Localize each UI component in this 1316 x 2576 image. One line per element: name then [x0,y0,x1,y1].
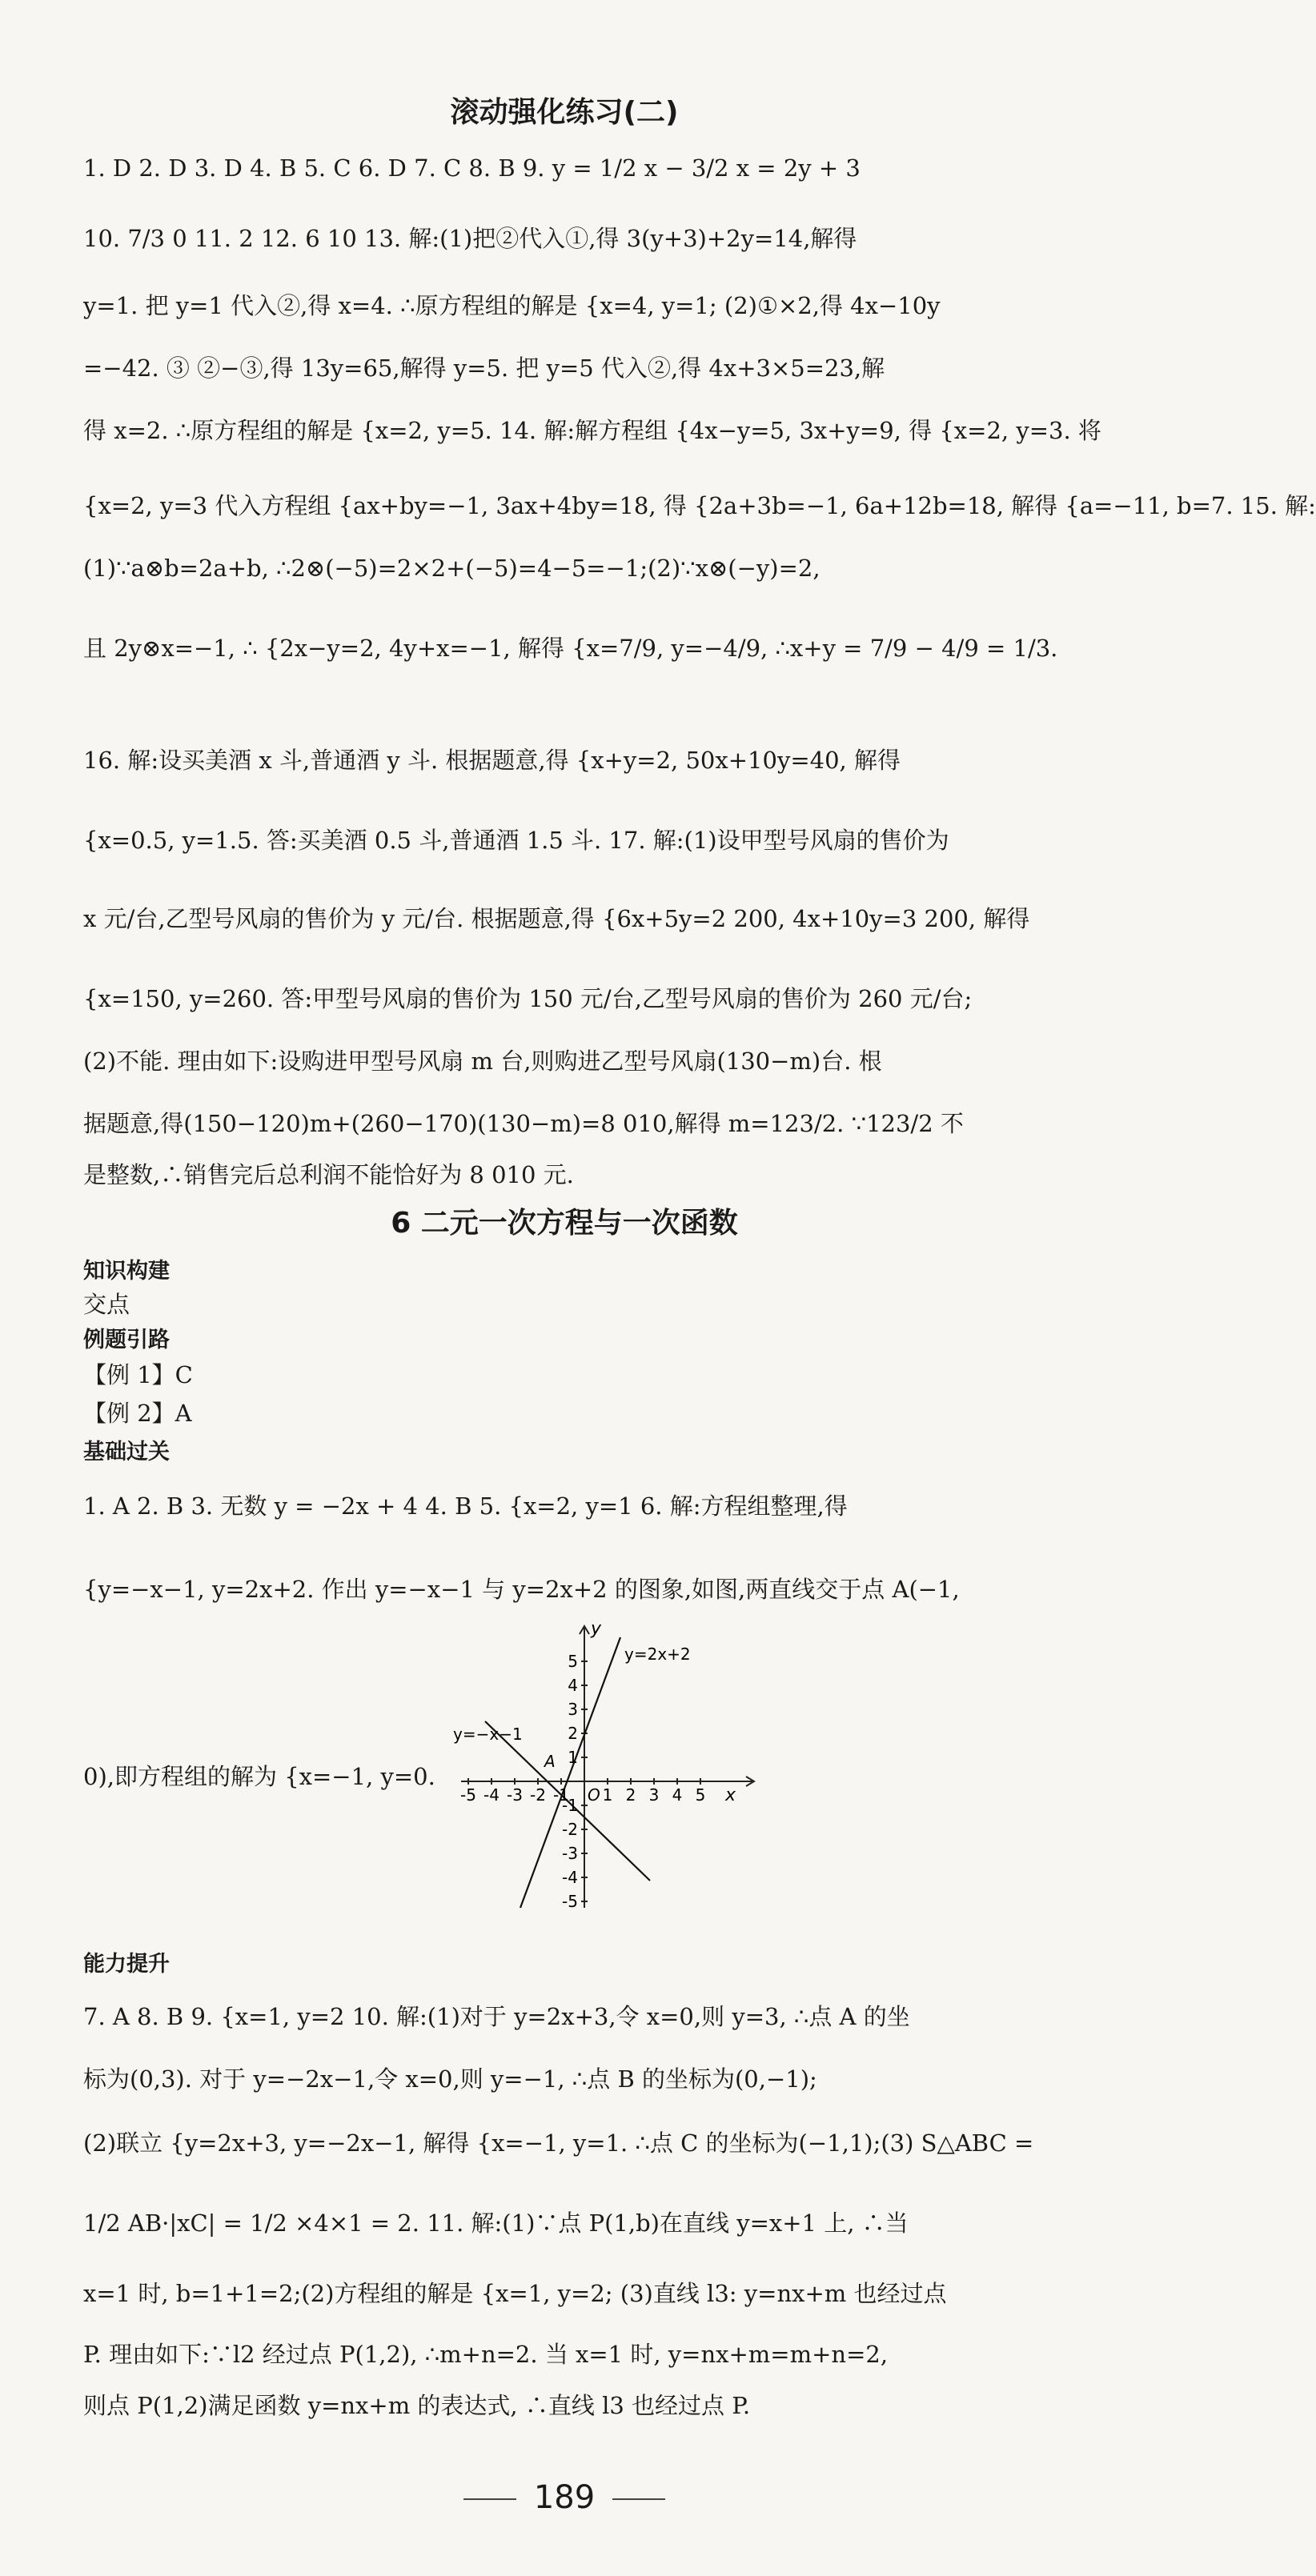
x-axis-label: x [725,1785,736,1805]
example-1: 【例 1】C [83,1361,193,1388]
answer-line: 0),即方程组的解为 {x=−1, y=0. [83,1763,435,1790]
answer-line: 1. D 2. D 3. D 4. B 5. C 6. D 7. C 8. B 9. y = 1/2 x − 3/2 x = 2y + 3 [83,154,861,182]
answer-line: 7. A 8. B 9. {x=1, y=2 10. 解:(1)对于 y=2x+3,令 x=0,则 y=3, ∴点 A 的坐 [83,2003,910,2030]
answer-line: {x=0.5, y=1.5. 答:买美酒 0.5 斗,普通酒 1.5 斗. 17. 解:(1)设甲型号风扇的售价为 [83,827,949,854]
answer-line: 是整数,∴销售完后总利润不能恰好为 8 010 元. [83,1161,574,1188]
heading-basic: 基础过关 [83,1440,170,1464]
answer-line: 且 2y⊗x=−1, ∴ {2x−y=2, 4y+x=−1, 解得 {x=7/9, y=−4/9, ∴x+y = 7/9 − 4/9 = 1/3. [83,635,1058,662]
answer-line: {y=−x−1, y=2x+2. 作出 y=−x−1 与 y=2x+2 的图象,如图,两直线交于点 A(−1, [83,1576,960,1603]
page-number [0,2479,1129,2516]
answer-line: x 元/台,乙型号风扇的售价为 y 元/台. 根据题意,得 {6x+5y=2 200, 4x+10y=3 200, 解得 [83,905,1030,932]
line-label-2: y=−x−1 [453,1725,523,1744]
y-tick-label: -5 [562,1892,578,1911]
y-tick-label: 2 [568,1724,578,1743]
y-tick-label: -3 [562,1844,578,1863]
page-number-text: 189 [533,2479,596,2516]
answer-line: y=1. 把 y=1 代入②,得 x=4. ∴原方程组的解是 {x=4, y=1; (2)①×2,得 4x−10y [83,292,941,319]
answer-line: 1. A 2. B 3. 无数 y = −2x + 4 4. B 5. {x=2, y=1 6. 解:方程组整理,得 [83,1492,848,1520]
x-tick-label: -4 [483,1785,500,1805]
answer-line: 10. 7/3 0 11. 2 12. 6 10 13. 解:(1)把②代入①,得 3(y+3)+2y=14,解得 [83,225,857,252]
answer-line: 1/2 AB·|xC| = 1/2 ×4×1 = 2. 11. 解:(1)∵点 P(1,b)在直线 y=x+1 上, ∴当 [83,2209,909,2237]
answer-line: 得 x=2. ∴原方程组的解是 {x=2, y=5. 14. 解:解方程组 {4x−y=5, 3x+y=9, 得 {x=2, y=3. 将 [83,417,1101,444]
y-tick-label: 3 [568,1700,578,1719]
y-tick-label: -4 [562,1868,578,1887]
heading-examples: 例题引路 [83,1328,170,1352]
y-tick-label: 4 [568,1676,578,1695]
y-tick-label: 5 [568,1652,578,1671]
lesson-title: 6 二元一次方程与一次函数 [391,1207,738,1240]
x-tick-label: 4 [672,1785,683,1805]
origin-label: O [588,1785,600,1805]
review-title: 滚动强化练习(二) [450,96,679,129]
point-label: A [544,1752,556,1771]
y-tick-label: 1 [568,1748,578,1767]
answer-line: P. 理由如下:∵l2 经过点 P(1,2), ∴m+n=2. 当 x=1 时, y=nx+m=m+n=2, [83,2341,889,2368]
x-tick-label: 5 [695,1785,706,1805]
x-tick-label: 2 [625,1785,636,1805]
y-tick-label: -1 [562,1796,578,1815]
answer-line: 据题意,得(150−120)m+(260−170)(130−m)=8 010,解得 m=123/2. ∵123/2 不 [83,1110,964,1137]
answer-line: (2)不能. 理由如下:设购进甲型号风扇 m 台,则购进乙型号风扇(130−m)台. 根 [83,1048,882,1075]
answer-line: 则点 P(1,2)满足函数 y=nx+m 的表达式, ∴直线 l3 也经过点 P. [83,2392,751,2419]
line-label-1: y=2x+2 [624,1645,691,1664]
heading-ability: 能力提升 [83,1952,170,1977]
answer-line: {x=150, y=260. 答:甲型号风扇的售价为 150 元/台,乙型号风扇的售价为 260 元/台; [83,985,973,1012]
x-tick-label: -3 [507,1785,523,1805]
answer-line: (1)∵a⊗b=2a+b, ∴2⊗(−5)=2×2+(−5)=4−5=−1;(2)∵x⊗(−y)=2, [83,555,820,582]
knowledge-answer: 交点 [83,1291,130,1318]
x-tick-label: 1 [602,1785,613,1805]
answer-line: =−42. ③ ②−③,得 13y=65,解得 y=5. 把 y=5 代入②,得 4x+3×5=23,解 [83,355,885,382]
y-tick-label: -2 [562,1820,578,1839]
example-2: 【例 2】A [83,1400,192,1427]
x-tick-label: 3 [648,1785,660,1805]
x-tick-label: -1 [553,1785,569,1805]
y-axis-label: y [591,1619,602,1639]
x-tick-label: -2 [530,1785,546,1805]
answer-line: 标为(0,3). 对于 y=−2x−1,令 x=0,则 y=−1, ∴点 B 的坐标为(0,−1); [83,2065,817,2093]
answer-line: 16. 解:设买美酒 x 斗,普通酒 y 斗. 根据题意,得 {x+y=2, 50x+10y=40, 解得 [83,747,901,774]
answer-line: x=1 时, b=1+1=2;(2)方程组的解是 {x=1, y=2; (3)直线 l3: y=nx+m 也经过点 [83,2280,947,2307]
x-tick-label: -5 [460,1785,476,1805]
answer-line: (2)联立 {y=2x+3, y=−2x−1, 解得 {x=−1, y=1. ∴点 C 的坐标为(−1,1);(3) S△ABC = [83,2129,1034,2157]
function-graph [445,1620,765,1924]
heading-knowledge: 知识构建 [83,1259,170,1284]
answer-line: {x=2, y=3 代入方程组 {ax+by=−1, 3ax+4by=18, 得 {2a+3b=−1, 6a+12b=18, 解得 {a=−11, b=7. 15. 解: [83,492,1316,519]
